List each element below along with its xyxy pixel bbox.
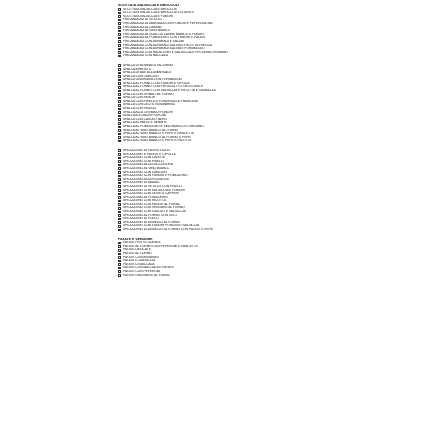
checkbox[interactable] [118,157,121,160]
checkbox[interactable] [118,64,121,67]
menu-item-label: SPALLA DI BOVINA DI TACCHINO [123,63,174,67]
menu-item-label: SPEZZATINO CON CAVOLO E SALSICCIA [123,210,186,214]
menu-item-label: FRICANDEAU AL POMODORO CON FUNGHI E PATATE [123,36,206,40]
menu-item-label: SPALLA CON SPINACI AL FORNO [123,92,174,96]
menu-item-label: SPEZZATINO DI VITELLO CON PISELLI [123,184,182,188]
menu-item-label: FRICANDEAU CON ASPARAGI SALVIA E FORMAGGIO [123,47,205,51]
checkbox[interactable] [118,72,121,75]
checkbox[interactable] [118,108,121,111]
checkbox[interactable] [118,12,121,15]
checkbox[interactable] [118,242,121,245]
checkbox[interactable] [118,164,121,167]
menu-item-label: SPEZZATINO CON CARCIOFI [123,170,168,174]
checkbox[interactable] [118,86,121,89]
menu-item-label: SPEZZATINO CON PISELLI [123,159,164,163]
checkbox[interactable] [118,26,121,29]
menu-item-label: SPALLA AL POMODORO E VINO BIANCO E ORIGANO [123,125,204,128]
checkbox[interactable] [118,267,121,270]
menu-item-label: SPALLA AL FORNO CON FUNGHI E CIPOLLE [123,81,191,85]
checkbox[interactable] [118,129,121,132]
menu-item-label: SPALLA ALLA CREMA DI FUNGHI [123,110,173,114]
menu-list [118,4,308,277]
menu-item-label: SPALLA AL VINO BIANCO AL FORNO E PEPE [123,135,191,139]
checkbox[interactable] [118,160,121,163]
menu-item-label: SPALLA AL FORNO CON PROSCIUTTO CROCCANTE [123,85,204,89]
menu-item-label: SCOTTATA SALSICCIA E BROCCOLI [123,7,178,11]
checkbox[interactable] [118,118,121,121]
menu-item-label: SPEZZATINO DI PATATE DOLCI [123,148,171,152]
checkbox[interactable] [118,51,121,54]
menu-item-label: SPEZZATINO CON OLIVE E CAPPERI [123,192,180,196]
section-heading: PATATE E VERDURE [118,237,153,241]
checkbox[interactable] [118,256,121,259]
checkbox[interactable] [118,153,121,156]
checkbox[interactable] [118,253,121,256]
checkbox[interactable] [118,175,121,178]
menu-item-label: SPALLA CON FAGIOLI [123,107,157,111]
checkbox[interactable] [118,82,121,85]
menu-item-label: FRICANDEAU AL SUGO DI CARNE BIANCO E FUNGHI [123,32,205,36]
menu-item-label: PATATE FRITTE DORATE [123,241,161,245]
checkbox[interactable] [118,203,121,206]
checkbox[interactable] [118,171,121,174]
menu-item-label: PATATE GRATINATE AL FORNO [123,273,171,277]
menu-item-label: SCOTTATA SALSICCIA E BROCCOLI DI LARICO [123,11,195,15]
menu-item-label: SPALLA CON CARCIOFI [123,74,159,78]
menu-item-label: SPALLA CON CECI E ROSMARINO [123,103,176,107]
menu-item-label: PATATE CON PEPERONI [123,269,161,273]
checkbox[interactable] [118,37,121,40]
menu-item-label: SPEZZATINO DI POLLO [123,217,159,221]
checkbox[interactable] [118,211,121,214]
menu-item-label: SPALLA AL FORNO CON SALSICCIA E RICOTTA E CANNELLA [123,89,216,93]
menu-item-label: SPEZZATINO ALLA PIZZAIOLA [123,177,169,181]
menu-item-label: FRICANDEAU CON BACCALA [123,54,168,58]
checkbox[interactable] [118,149,121,152]
checkbox[interactable] [118,44,121,47]
checkbox[interactable] [118,40,121,43]
checkbox[interactable] [118,68,121,71]
checkbox[interactable] [118,207,121,210]
checkbox[interactable] [118,245,121,248]
checkbox[interactable] [118,48,121,51]
menu-item-label: SPEZZATINO CON FUNGHI E POMODORO [123,174,188,178]
menu-item-label: SPEZZATINO DI AGNELLO AL FORNO CON PATATE E PEPE [123,228,213,232]
checkbox[interactable] [118,33,121,36]
checkbox[interactable] [118,225,121,228]
menu-item-label: SPEZZATINO CON SALSICCIA E FUNGHI [123,188,185,192]
menu-item-label: SPEZZATINO CON PATATE AL FORNO [123,202,181,206]
checkbox[interactable] [118,111,121,114]
menu-item-label: SPEZZATINO CON VERDURE AL FORNO [123,206,185,210]
menu-item-label: SPEZZATINO CON CAROTE [123,156,166,160]
checkbox[interactable] [118,182,121,185]
menu-item-label: FRICANDEAU AL LIMONE [123,25,162,29]
menu-item-label: SPALLA GRATINATA CON FORMAGGIO [123,78,183,82]
checkbox[interactable] [118,22,121,25]
checkbox[interactable] [118,115,121,118]
checkbox[interactable] [118,79,121,82]
menu-item-label: SPALLA ARROSTO [123,67,152,71]
checkbox[interactable] [118,133,121,136]
checkbox[interactable] [118,178,121,181]
checkbox[interactable] [118,196,121,199]
checkbox[interactable] [118,122,121,125]
menu-item-label: FRICANDEAU CON RADICCHIO E SALSICCIA E PECORINO ROMANO [123,50,228,54]
checkbox[interactable] [118,221,121,224]
checkbox[interactable] [118,126,121,129]
checkbox[interactable] [118,19,121,22]
checkbox[interactable] [118,185,121,188]
menu-item-label: SPALLA AL VINO BIANCO E PEPE E RICOTTA [123,139,192,143]
checkbox[interactable] [118,90,121,93]
menu-item-label: PATATE CON ASPARAGI [123,255,160,259]
menu-item [118,274,308,278]
menu-item-label: SPEZZATINO AL FORNO CON CECI [123,213,177,217]
checkbox[interactable] [118,15,121,18]
menu-item-label: SPALLA AL VINO BIANCO AL FORNO [123,128,179,132]
menu-item-label: FRICANDEAU CON ASPARAGI E SALVIA [123,39,184,43]
menu-item-label: SPALLA CON CAVOLO NERO [123,117,168,121]
menu-item-label: SPALLA AI FUNGHI PORCINI [123,114,166,118]
section-heading: SCOTTATA SALSICCIA E BROCCOLI [118,4,179,7]
checkbox[interactable] [118,249,121,252]
menu-item-label: PATATE AL FORNO CON PEPERONI E PANCETTA [123,244,198,248]
checkbox[interactable] [118,214,121,217]
menu-item-label: PATATE DELICATE [123,248,151,252]
menu-item-label: PATATE E SALSICCIA [123,259,156,263]
checkbox[interactable] [118,8,121,11]
checkbox[interactable] [118,140,121,143]
menu-item-label: SCOTTATA SALSICCIA E FUNGHI [123,14,173,18]
menu-item-label: SPEZZATINO DI AGNELLO AL FORNO [123,220,180,224]
checkbox[interactable] [118,200,121,203]
menu-item-label: SPALLA AL VINO BIANCO E PEPE E PANCETTA [123,132,195,136]
menu-item-label: SPEZZATINO DI MAIALE [123,181,160,185]
menu-item-label: SPEZZATINO CON RICOTTA [123,199,166,203]
menu-item-label: FRICANDEAU DI VITELLO [123,18,163,22]
checkbox[interactable] [118,55,121,58]
checkbox[interactable] [118,93,121,96]
checkbox[interactable] [118,229,121,232]
checkbox[interactable] [118,260,121,263]
menu-item-label: SPEZZATINO ALLA CACCIATORA [123,163,173,167]
menu-item-label: PATATE CON BACCALA E PATATE [123,266,174,270]
checkbox[interactable] [118,270,121,273]
menu-item-label: FRICANDEAU AL VINO BIANCO [123,29,171,33]
menu-item-label: SPALLA CON PISELLI E FUNGHI ALLA FRANCESE [123,99,199,103]
menu-item-label: FRICANDEAU CON ASPARAGI SALVIA E RICOTTA FRESCA [123,43,213,47]
checkbox[interactable] [118,274,121,277]
checkbox[interactable] [118,189,121,192]
menu-item-label: PATATE DI BACCALA [123,262,155,266]
menu-item-label: SPALLA AL MIELE E SENAPE [123,121,167,125]
menu-item-label: SPEZZATINO AL POMODORO [123,195,168,199]
menu-item-label: SPEZZATINO CON FUNGHI PORCINI E SALSICCIA [123,224,200,228]
menu-item-label: SPEZZATINO AL VINO BIANCO [123,166,170,170]
menu-item-label: SPALLA DI BUE ALLA MARSALA [123,71,171,75]
checkbox[interactable] [118,218,121,221]
checkbox[interactable] [118,75,121,78]
menu-item-label: SPEZZATINO E PATATE E CIPOLLE [123,152,176,156]
checkbox[interactable] [118,263,121,266]
checkbox[interactable] [118,104,121,107]
checkbox[interactable] [118,100,121,103]
checkbox[interactable] [118,30,121,33]
checkbox[interactable] [118,193,121,196]
menu-item-label: SPALLA CON PATATE [123,96,156,100]
checkbox[interactable] [118,97,121,100]
menu-item-label: PATATE AL FORNO [123,252,152,255]
checkbox[interactable] [118,136,121,139]
checkbox[interactable] [118,167,121,170]
menu-item-label: FRICANDEAU AL MARSALA CON FUNGHI E PEPERONCINO [123,21,214,25]
